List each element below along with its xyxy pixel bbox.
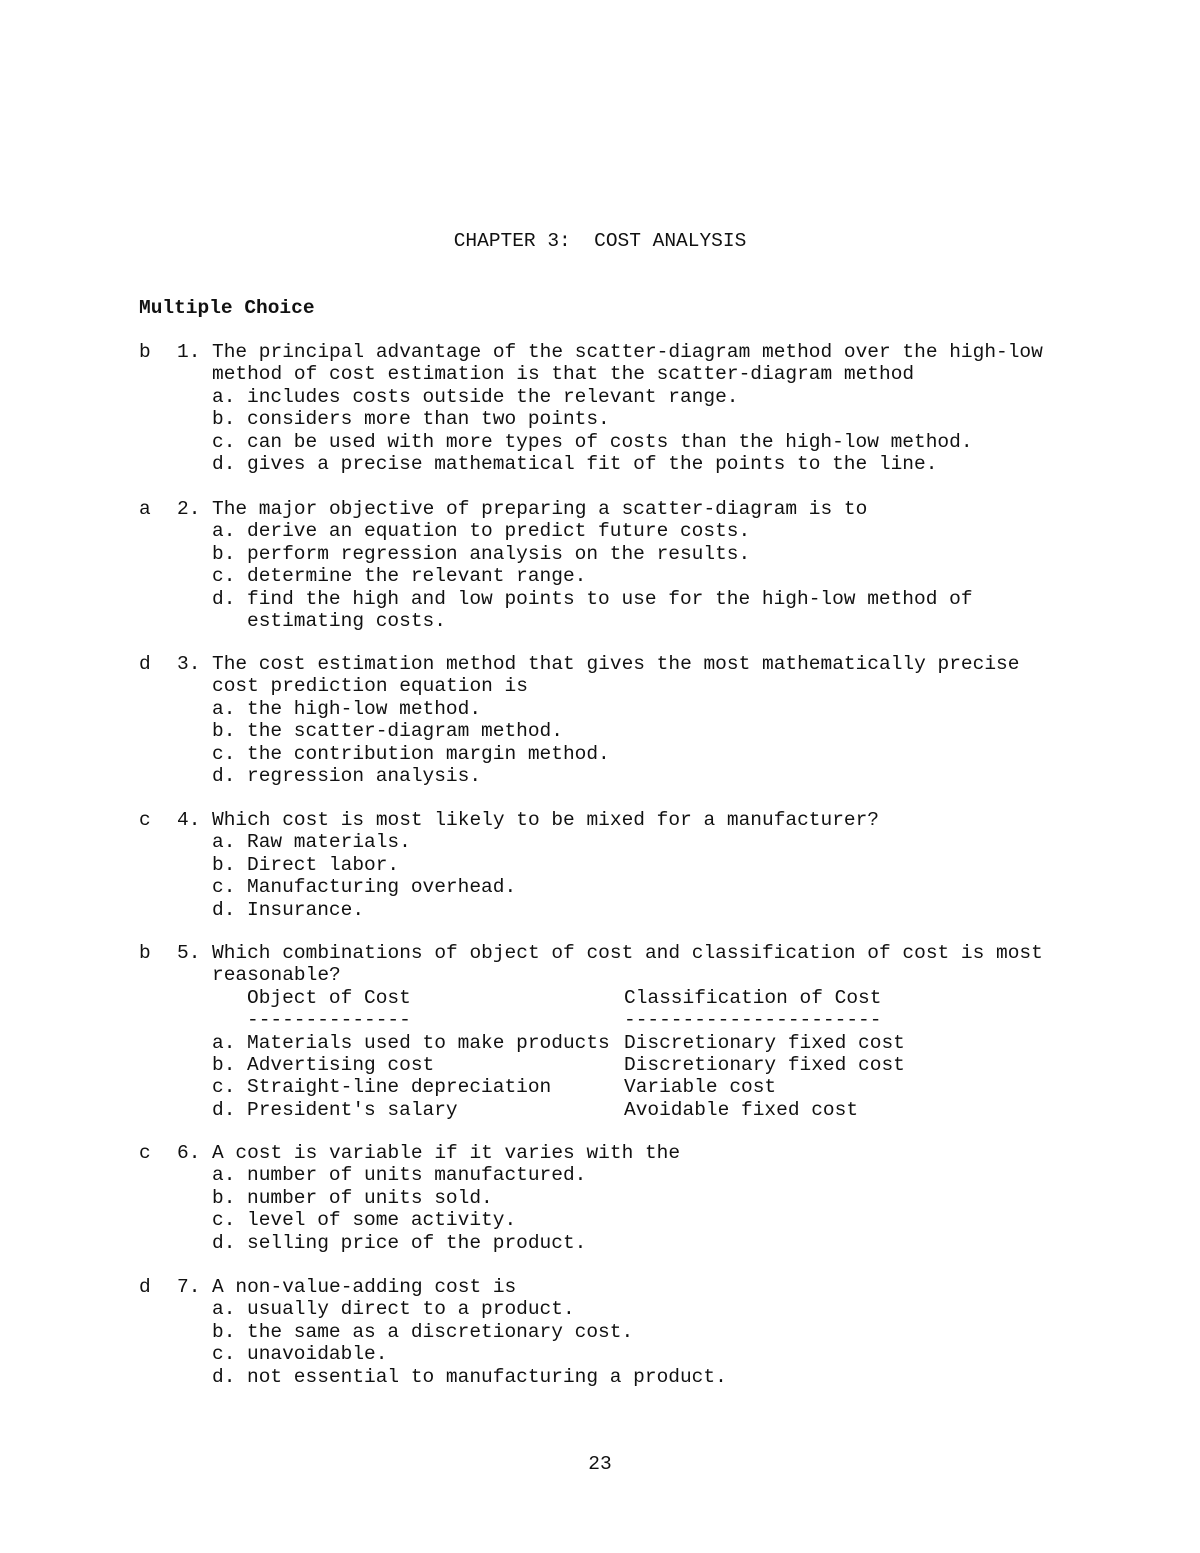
option-a <box>139 386 1099 408</box>
option-d <box>139 1366 1099 1388</box>
option-text: find the high and low points to use for the high-low method of <box>247 587 973 610</box>
option-letter: d. <box>212 898 236 921</box>
question-number: 7. <box>177 1276 201 1298</box>
option-a <box>139 1298 1099 1320</box>
option-letter: d. <box>212 452 236 475</box>
question-stem: A non-value-adding cost is <box>212 1276 517 1298</box>
answer-key: b <box>139 341 151 363</box>
option-b <box>139 1187 1099 1209</box>
option-b <box>139 408 1099 430</box>
option-letter: b. <box>212 720 236 743</box>
option-d <box>139 899 1099 921</box>
option-text: level of some activity. <box>247 1209 517 1232</box>
question-6 <box>139 1142 1099 1254</box>
option-letter: d. <box>212 1098 236 1121</box>
answer-key: c <box>139 809 151 831</box>
question-stem: cost prediction equation is <box>212 675 528 698</box>
question-stem: The principal advantage of the scatter-diagram method over the high-low <box>212 341 1043 363</box>
chapter-title: CHAPTER 3: COST ANALYSIS <box>453 230 747 252</box>
option-letter: d. <box>212 587 236 610</box>
option-letter: c. <box>212 430 236 453</box>
option-letter: c. <box>212 876 236 899</box>
option-letter: c. <box>212 1209 236 1232</box>
option-letter: a. <box>212 1298 236 1321</box>
option-text: Manufacturing overhead. <box>247 876 517 899</box>
question-stem: reasonable? <box>212 964 341 987</box>
option-letter: c. <box>212 1076 236 1099</box>
question-7 <box>139 1276 1099 1388</box>
option-letter: a. <box>212 1164 236 1187</box>
option-text-continuation: estimating costs. <box>247 609 446 632</box>
option-b <box>139 1321 1099 1343</box>
option-text: the contribution margin method. <box>247 742 610 765</box>
option-letter: b. <box>212 408 236 431</box>
option-b <box>139 1054 1099 1076</box>
question-stem: method of cost estimation is that the scatter-diagram method <box>212 363 915 386</box>
option-text: the scatter-diagram method. <box>247 720 563 743</box>
option-text: Materials used to make products <box>247 1031 610 1054</box>
question-stem: Which cost is most likely to be mixed for a manufacturer? <box>212 809 880 831</box>
question-stem: The cost estimation method that gives the most mathematically precise <box>212 653 1020 675</box>
option-c <box>139 1209 1099 1231</box>
option-d <box>139 453 1099 475</box>
option-letter: b. <box>212 1186 236 1209</box>
option-text: derive an equation to predict future costs. <box>247 520 751 543</box>
question-stem: The major objective of preparing a scatter-diagram is to <box>212 498 868 520</box>
table-rule-row <box>139 1009 1099 1031</box>
question-stem: Which combinations of object of cost and classification of cost is most <box>212 942 1043 964</box>
section-heading: Multiple Choice <box>139 297 315 319</box>
option-letter: d. <box>212 764 236 787</box>
option-letter: c. <box>212 565 236 588</box>
option-c <box>139 876 1099 898</box>
option-c <box>139 743 1099 765</box>
column-header-classification: Classification of Cost <box>624 986 882 1009</box>
option-b <box>139 720 1099 742</box>
option-letter: c. <box>212 742 236 765</box>
option-letter: a. <box>212 697 236 720</box>
option-text: can be used with more types of costs than the high-low method. <box>247 430 973 453</box>
option-letter: a. <box>212 831 236 854</box>
option-text: number of units manufactured. <box>247 1164 587 1187</box>
option-text: not essential to manufacturing a product. <box>247 1365 727 1388</box>
option-letter: c. <box>212 1343 236 1366</box>
option-a <box>139 698 1099 720</box>
page-number: 23 <box>588 1453 612 1475</box>
option-text: Insurance. <box>247 898 365 921</box>
option-b <box>139 854 1099 876</box>
option-text: Direct labor. <box>247 853 400 876</box>
option-d <box>139 765 1099 787</box>
option-b <box>139 543 1099 565</box>
question-number: 5. <box>177 942 201 964</box>
question-number: 1. <box>177 341 201 363</box>
option-c <box>139 1343 1099 1365</box>
option-text: the high-low method. <box>247 697 482 720</box>
option-text: number of units sold. <box>247 1186 493 1209</box>
column-header-object: Object of Cost <box>247 986 411 1009</box>
option-c <box>139 431 1099 453</box>
question-5 <box>139 942 1099 1121</box>
option-a <box>139 1164 1099 1186</box>
option-classification: Discretionary fixed cost <box>624 1053 905 1076</box>
question-4 <box>139 809 1099 921</box>
option-classification: Avoidable fixed cost <box>624 1098 859 1121</box>
option-letter: b. <box>212 1320 236 1343</box>
question-2 <box>139 498 1099 632</box>
option-letter: d. <box>212 1231 236 1254</box>
option-text: selling price of the product. <box>247 1231 587 1254</box>
option-text: unavoidable. <box>247 1343 388 1366</box>
answer-key: c <box>139 1142 151 1164</box>
option-letter: b. <box>212 1053 236 1076</box>
table-header-row <box>139 987 1099 1009</box>
option-text: usually direct to a product. <box>247 1298 575 1321</box>
option-a <box>139 831 1099 853</box>
question-number: 3. <box>177 653 201 675</box>
question-3 <box>139 653 1099 787</box>
option-text: Advertising cost <box>247 1053 435 1076</box>
option-c <box>139 1076 1099 1098</box>
option-a <box>139 520 1099 542</box>
option-text: President's salary <box>247 1098 458 1121</box>
option-letter: d. <box>212 1365 236 1388</box>
option-text: Raw materials. <box>247 831 411 854</box>
column-rule-classification: ---------------------- <box>624 1009 882 1032</box>
option-letter: b. <box>212 853 236 876</box>
question-number: 6. <box>177 1142 201 1164</box>
answer-key: d <box>139 653 151 675</box>
option-c <box>139 565 1099 587</box>
option-text: determine the relevant range. <box>247 565 587 588</box>
question-number: 4. <box>177 809 201 831</box>
option-text: Straight-line depreciation <box>247 1076 552 1099</box>
option-a <box>139 1032 1099 1054</box>
option-text: includes costs outside the relevant range. <box>247 385 739 408</box>
answer-key: a <box>139 498 151 520</box>
question-1 <box>139 341 1099 475</box>
option-letter: a. <box>212 1031 236 1054</box>
option-classification: Variable cost <box>624 1076 777 1099</box>
option-d <box>139 1232 1099 1254</box>
question-stem: A cost is variable if it varies with the <box>212 1142 681 1164</box>
option-text: regression analysis. <box>247 764 482 787</box>
column-rule-object: -------------- <box>247 1009 411 1032</box>
option-text: perform regression analysis on the results. <box>247 542 751 565</box>
answer-key: b <box>139 942 151 964</box>
question-number: 2. <box>177 498 201 520</box>
answer-key: d <box>139 1276 151 1298</box>
option-letter: b. <box>212 542 236 565</box>
option-text: considers more than two points. <box>247 408 610 431</box>
option-d <box>139 588 1099 610</box>
option-text: the same as a discretionary cost. <box>247 1320 634 1343</box>
option-letter: a. <box>212 385 236 408</box>
option-d <box>139 1099 1099 1121</box>
option-letter: a. <box>212 520 236 543</box>
option-text: gives a precise mathematical fit of the points to the line. <box>247 452 938 475</box>
option-classification: Discretionary fixed cost <box>624 1031 905 1054</box>
